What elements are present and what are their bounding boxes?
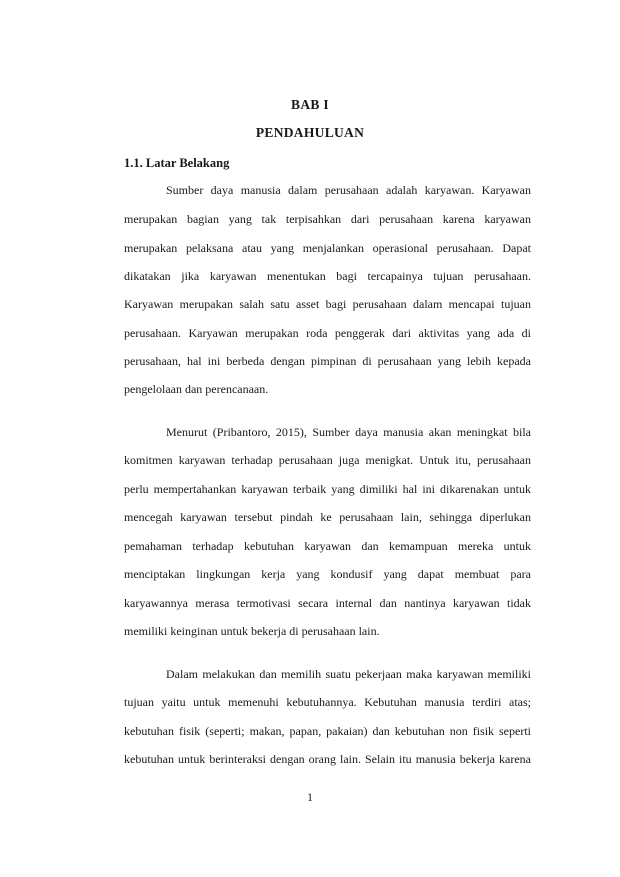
paragraph-3-line-4: kebutuhan untuk berinteraksi dengan orang lain. Selain itu manusia bekerja karena [124, 752, 531, 766]
paragraph-2-line-1: Menurut (Pribantoro, 2015), Sumber daya manusia akan meningkat bila [166, 425, 531, 439]
paragraph-1-line-5: Karyawan merupakan salah satu asset bagi perusahaan dalam mencapai tujuan [124, 297, 531, 311]
paragraph-1-line-8: pengelolaan dan perencanaan. [124, 382, 269, 396]
paragraph-3-line-2: tujuan yaitu untuk memenuhi kebutuhannya. Kebutuhan manusia terdiri atas; [124, 695, 531, 709]
paragraph-2-line-6: menciptakan lingkungan kerja yang kondusif yang dapat membuat para [124, 567, 531, 581]
section-heading: 1.1. Latar Belakang [124, 156, 230, 170]
paragraph-2-line-4: mencegah karyawan tersebut pindah ke perusahaan lain, sehingga diperlukan [124, 510, 531, 524]
paragraph-1-line-6: perusahaan. Karyawan merupakan roda penggerak dari aktivitas yang ada di [124, 326, 531, 340]
paragraph-2-line-8: memiliki keinginan untuk bekerja di perusahaan lain. [124, 624, 380, 638]
paragraph-1-line-4: dikatakan jika karyawan menentukan bagi tercapainya tujuan perusahaan. [124, 269, 531, 283]
chapter-label: BAB I [291, 97, 329, 112]
paragraph-1-line-3: merupakan pelaksana atau yang menjalankan operasional perusahaan. Dapat [124, 241, 531, 255]
paragraph-2-line-2: komitmen karyawan terhadap perusahaan juga menigkat. Untuk itu, perusahaan [124, 453, 531, 467]
paragraph-1-line-7: perusahaan, hal ini berbeda dengan pimpinan di perusahaan yang lebih kepada [124, 354, 531, 368]
paragraph-3-line-1: Dalam melakukan dan memilih suatu pekerjaan maka karyawan memiliki [166, 667, 531, 681]
paragraph-2-line-7: karyawannya merasa termotivasi secara internal dan nantinya karyawan tidak [124, 596, 531, 610]
paragraph-2-line-5: pemahaman terhadap kebutuhan karyawan dan kemampuan mereka untuk [124, 539, 531, 553]
paragraph-3-line-3: kebutuhan fisik (seperti; makan, papan, pakaian) dan kebutuhan non fisik seperti [124, 724, 531, 738]
paragraph-1-line-2: merupakan bagian yang tak terpisahkan dari perusahaan karena karyawan [124, 212, 531, 226]
paragraph-2-line-3: perlu mempertahankan karyawan terbaik yang dimiliki hal ini dikarenakan untuk [124, 482, 531, 496]
paragraph-1-line-1: Sumber daya manusia dalam perusahaan adalah karyawan. Karyawan [166, 183, 531, 197]
chapter-title: PENDAHULUAN [255, 125, 365, 140]
page-number: 1 [307, 790, 313, 804]
